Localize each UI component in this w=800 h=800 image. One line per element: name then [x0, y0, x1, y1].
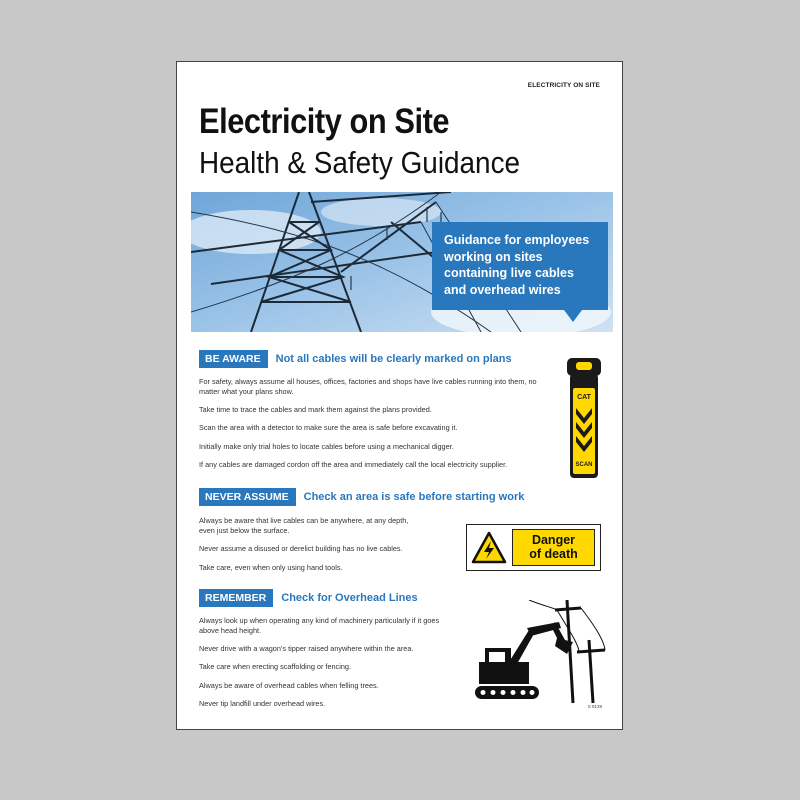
- remember-badge: REMEMBER: [199, 589, 273, 607]
- be-aware-para-1: For safety, always assume all houses, offices, factories and shops have live cables running into them, no matter what your plans show.: [199, 377, 537, 396]
- danger-line-2: of death: [529, 547, 578, 561]
- be-aware-para-5: If any cables are damaged cordon off the area and immediately call the local electricity supplier.: [199, 460, 508, 469]
- remember-para-3: Take care when erecting scaffolding or fencing.: [199, 662, 351, 671]
- cable-scanner-icon: [564, 358, 604, 483]
- be-aware-para-2: Take time to trace the cables and mark them against the plans provided.: [199, 405, 432, 414]
- be-aware-badge: BE AWARE: [199, 350, 268, 368]
- be-aware-para-4: Initially make only trial holes to locate cables before using a mechanical digger.: [199, 442, 454, 451]
- remember-para-1: Always look up when operating any kind of machinery particularly if it goes above head height.: [199, 616, 440, 635]
- section-remember-header: [199, 589, 418, 607]
- never-assume-para-3: Take care, even when only using hand tools.: [199, 563, 343, 572]
- guidance-callout: [432, 222, 608, 310]
- scanner-top-label: CAT: [577, 394, 591, 401]
- poster-tag: ELECTRICITY ON SITE: [527, 82, 600, 89]
- scanner-bottom-label: SCAN: [575, 462, 593, 468]
- title-line-1: Electricity on Site: [199, 102, 450, 141]
- never-assume-para-2: Never assume a disused or derelict building has no live cables.: [199, 544, 403, 553]
- excavator-scene: [469, 600, 614, 710]
- callout-line-1: Guidance for employees: [444, 233, 590, 247]
- remember-heading: Check for Overhead Lines: [281, 592, 418, 604]
- section-be-aware-header: [199, 350, 512, 368]
- section-never-assume-header: [199, 488, 524, 506]
- danger-line-1: Danger: [531, 533, 576, 547]
- be-aware-para-3: Scan the area with a detector to make sure the area is safe before excavating it.: [199, 423, 458, 432]
- callout-line-3: containing live cables: [444, 266, 574, 280]
- callout-tail: [564, 310, 582, 322]
- product-code: S 9139: [587, 704, 602, 709]
- poster: [176, 61, 623, 730]
- danger-of-death-sign: [466, 524, 601, 571]
- title-line-2: Health & Safety Guidance: [199, 145, 521, 180]
- never-assume-heading: Check an area is safe before starting work: [303, 491, 525, 503]
- remember-para-2: Never drive with a wagon’s tipper raised anywhere within the area.: [199, 644, 414, 653]
- never-assume-badge: NEVER ASSUME: [199, 488, 296, 506]
- callout-line-4: and overhead wires: [444, 282, 561, 297]
- danger-text-panel: [512, 529, 595, 566]
- electric-hazard-icon: [471, 530, 507, 565]
- callout-line-2: working on sites: [444, 249, 543, 264]
- be-aware-heading: Not all cables will be clearly marked on plans: [275, 353, 512, 365]
- remember-para-4: Always be aware of overhead cables when felling trees.: [199, 681, 379, 690]
- never-assume-para-1: Always be aware that live cables can be anywhere, at any depth, even just below the surface.: [199, 516, 409, 535]
- remember-para-5: Never tip landfill under overhead wires.: [199, 699, 326, 708]
- excavator-icon: [475, 622, 573, 699]
